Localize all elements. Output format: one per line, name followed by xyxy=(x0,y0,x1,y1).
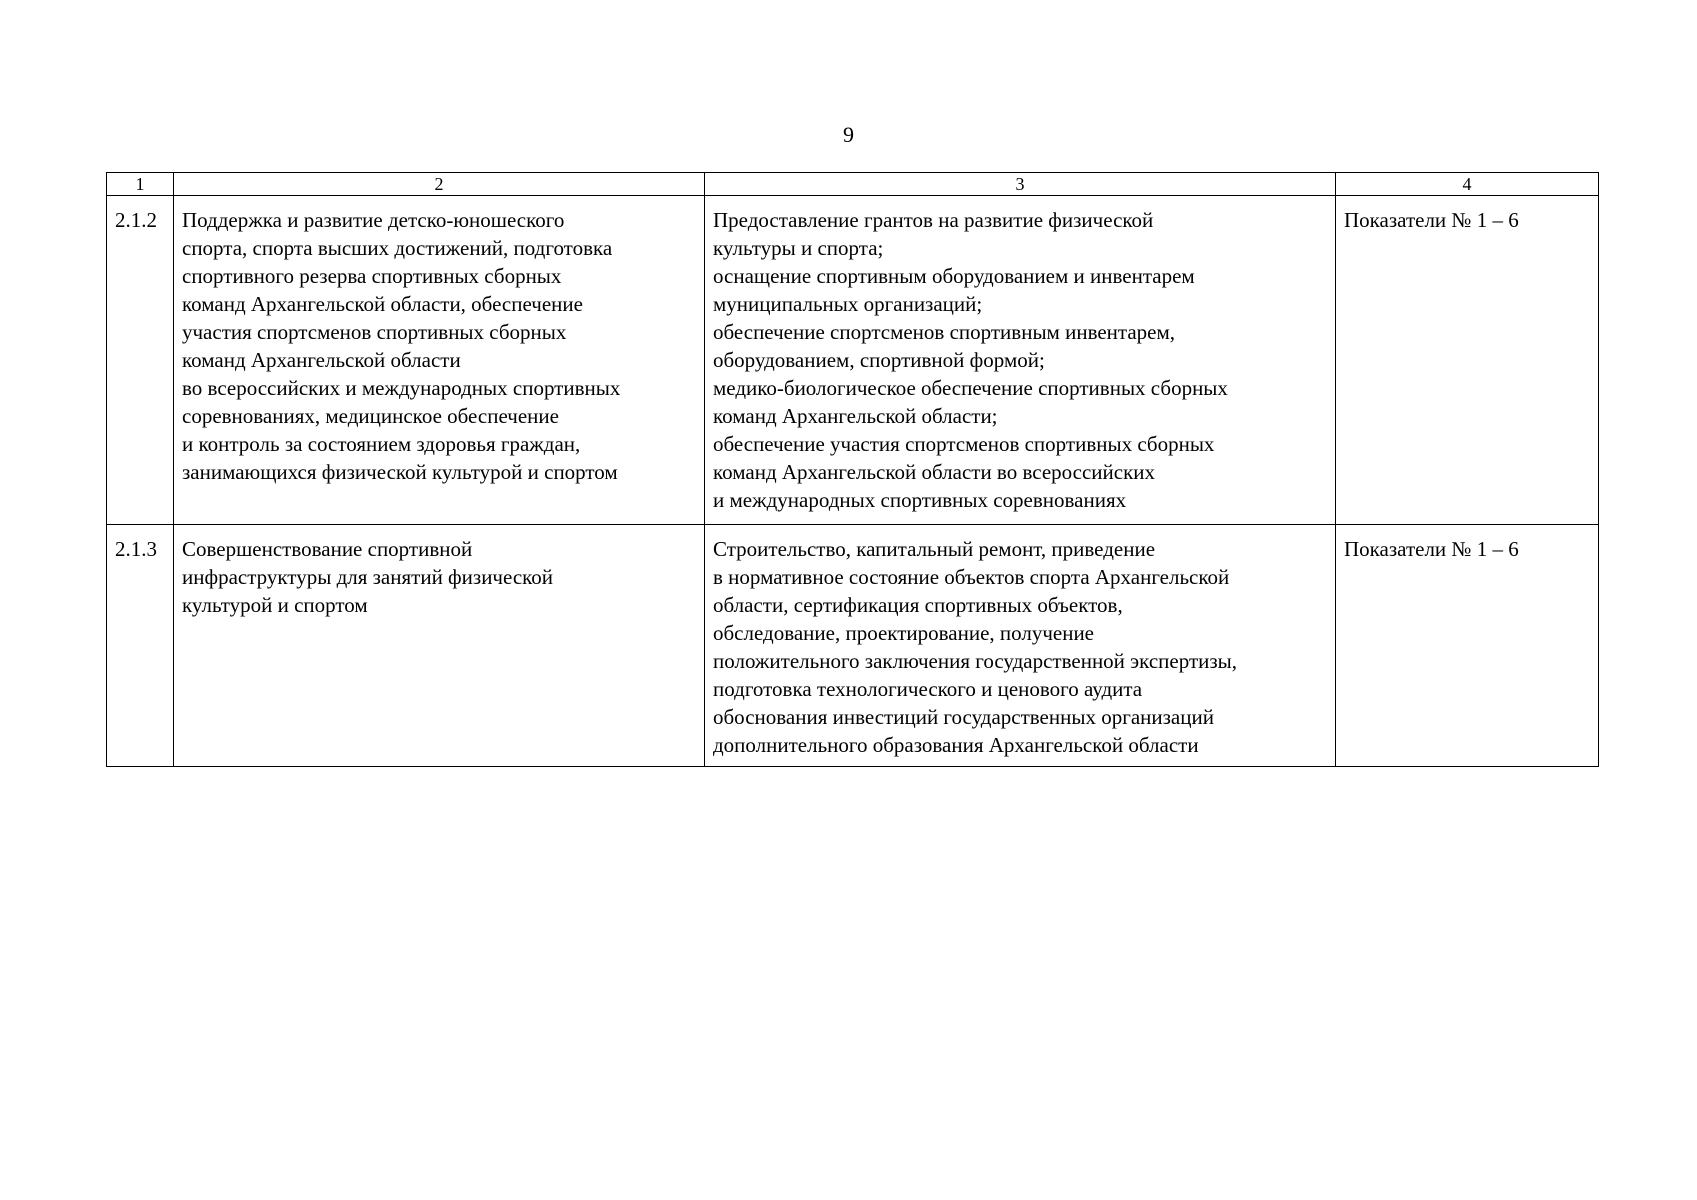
row-measures xyxy=(705,196,1336,525)
text-line: медико-биологическое обеспечение спортивных сборных xyxy=(713,376,1228,400)
column-number-cell: 1 xyxy=(107,173,174,196)
text-line: культурой и спортом xyxy=(182,593,368,617)
text-line: подготовка технологического и ценового аудита xyxy=(713,677,1143,701)
text-line: команд Архангельской области; xyxy=(713,404,998,428)
row-measures xyxy=(705,525,1336,767)
text-line: оборудованием, спортивной формой; xyxy=(713,348,1045,372)
page-number: 9 xyxy=(843,122,854,147)
row-description xyxy=(174,525,705,767)
text-line: положительного заключения государственной экспертизы, xyxy=(713,649,1238,673)
text-line: Совершенствование спортивной xyxy=(182,537,473,561)
text-line: обеспечение участия спортсменов спортивных сборных xyxy=(713,432,1215,456)
row-code: 2.1.3 xyxy=(107,525,174,767)
text-line: во всероссийских и международных спортивных xyxy=(182,376,621,400)
text-line: в нормативное состояние объектов спорта Архангельской xyxy=(713,565,1230,589)
text-line: участия спортсменов спортивных сборных xyxy=(182,320,567,344)
text-line: Поддержка и развитие детско-юношеского xyxy=(182,208,565,232)
column-number-row xyxy=(107,173,1599,196)
text-line: обследование, проектирование, получение xyxy=(713,621,1095,645)
text-line: и международных спортивных соревнованиях xyxy=(713,488,1127,512)
measures-table xyxy=(106,172,1599,767)
text-line: области, сертификация спортивных объектов, xyxy=(713,593,1123,617)
text-line: соревнованиях, медицинское обеспечение xyxy=(182,404,559,428)
text-line: инфраструктуры для занятий физической xyxy=(182,565,554,589)
text-line: спортивного резерва спортивных сборных xyxy=(182,264,562,288)
text-line: оснащение спортивным оборудованием и инвентарем xyxy=(713,264,1195,288)
text-line: команд Архангельской области, обеспечение xyxy=(182,292,583,316)
column-number-cell: 2 xyxy=(174,173,705,196)
text-line: Предоставление грантов на развитие физической xyxy=(713,208,1154,232)
text-line: Строительство, капитальный ремонт, приведение xyxy=(713,537,1156,561)
text-line: обеспечение спортсменов спортивным инвентарем, xyxy=(713,320,1176,344)
column-number-cell: 3 xyxy=(705,173,1336,196)
row-description xyxy=(174,196,705,525)
table-row xyxy=(107,196,1599,525)
text-line: муниципальных организаций; xyxy=(713,292,983,316)
text-line: и контроль за состоянием здоровья граждан, xyxy=(182,432,581,456)
column-number-cell: 4 xyxy=(1336,173,1599,196)
row-indicators: Показатели № 1 – 6 xyxy=(1336,196,1599,525)
text-line: дополнительного образования Архангельской области xyxy=(713,733,1199,757)
text-line: культуры и спорта; xyxy=(713,236,884,260)
text-line: обоснования инвестиций государственных организаций xyxy=(713,705,1214,729)
text-line: команд Архангельской области xyxy=(182,348,461,372)
text-line: команд Архангельской области во всероссийских xyxy=(713,460,1156,484)
row-indicators: Показатели № 1 – 6 xyxy=(1336,525,1599,767)
text-line: спорта, спорта высших достижений, подготовка xyxy=(182,236,613,260)
table-row xyxy=(107,525,1599,767)
row-code: 2.1.2 xyxy=(107,196,174,525)
text-line: занимающихся физической культурой и спортом xyxy=(182,460,618,484)
